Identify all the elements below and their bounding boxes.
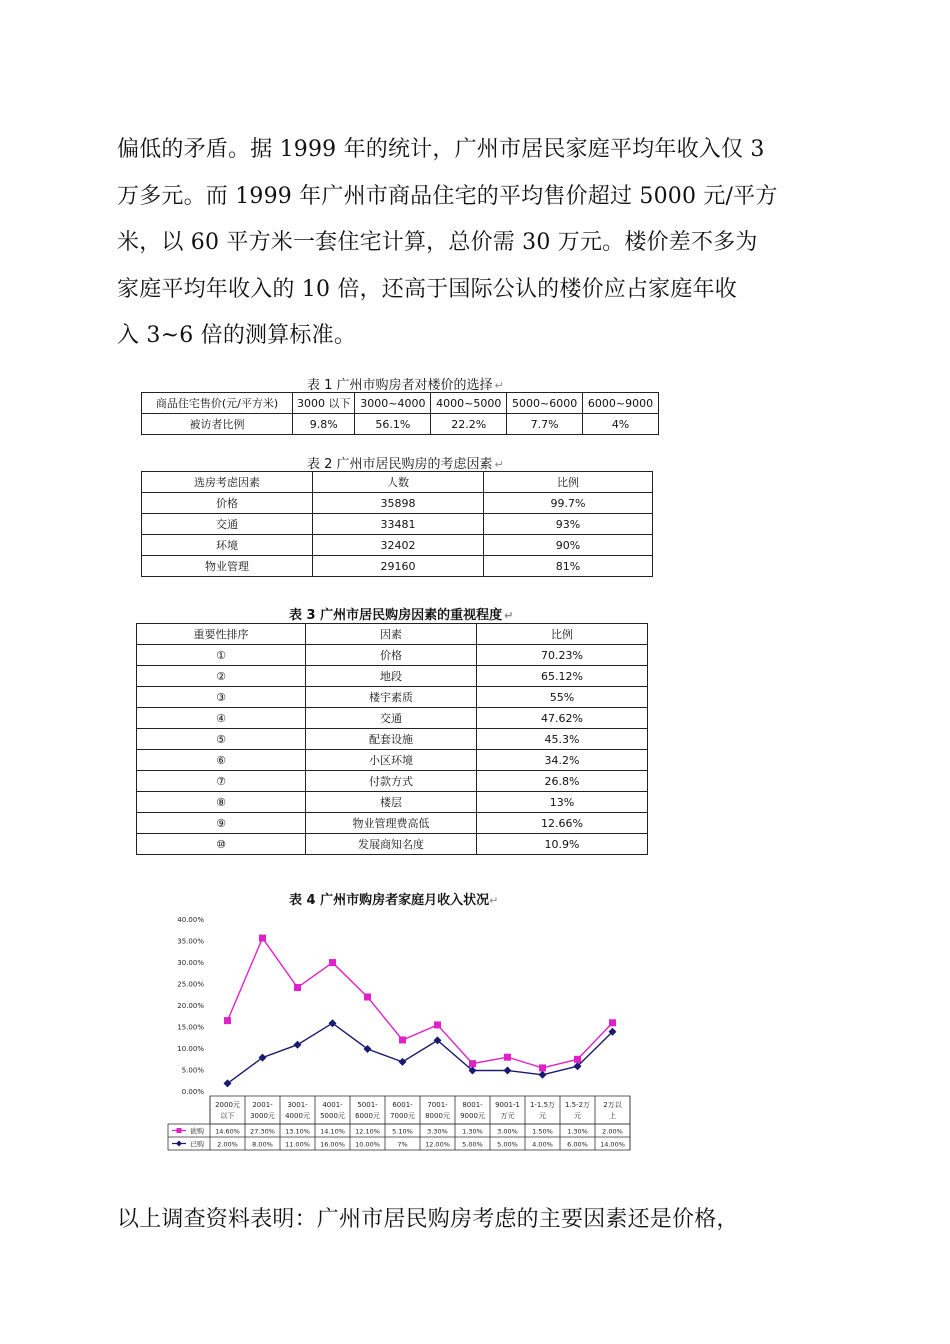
data-value-label: 7% (397, 1140, 408, 1149)
table-cell: 选房考虑因素 (142, 472, 313, 493)
data-value-label: 14.10% (320, 1127, 345, 1136)
data-point-diamond (399, 1058, 407, 1066)
data-point-square (469, 1060, 476, 1067)
table-cell: 比例 (484, 472, 653, 493)
table-row (142, 414, 659, 435)
table-cell: 9.8% (293, 414, 355, 435)
data-point-square (539, 1064, 546, 1071)
table-cell: 13% (477, 792, 648, 813)
x-category-label: 6001- (392, 1101, 413, 1109)
table-cell: 65.12% (477, 666, 648, 687)
x-category-label: 1-1.5万 (529, 1101, 556, 1109)
data-point-square (259, 935, 266, 942)
table-cell: ⑦ (137, 771, 306, 792)
table-cell: 93% (484, 514, 653, 535)
table-cell: 比例 (477, 624, 648, 645)
table-cell: ⑨ (137, 813, 306, 834)
table-cell: 70.23% (477, 645, 648, 666)
data-value-label: 6.00% (567, 1140, 588, 1149)
data-value-label: 1.30% (567, 1127, 588, 1136)
table-cell: 45.3% (477, 729, 648, 750)
text-line: 米，以 60 平方米一套住宅计算，总价需 30 万元。楼价差不多为 (117, 230, 758, 255)
data-point-diamond (294, 1041, 302, 1049)
body-paragraph-top (117, 127, 837, 360)
x-category-label: 6000元 (355, 1112, 380, 1120)
data-value-label: 2.00% (602, 1127, 623, 1136)
table-cell: 12.66% (477, 813, 648, 834)
table-row (137, 729, 648, 750)
table-row (137, 687, 648, 708)
data-value-label: 5.00% (462, 1140, 483, 1149)
data-value-label: 16.00% (320, 1140, 345, 1149)
return-mark-icon: ↵ (489, 894, 499, 907)
data-value-label: 12.10% (355, 1127, 380, 1136)
text-line: 入 3~6 倍的测算标准。 (117, 323, 357, 348)
table-row (137, 813, 648, 834)
x-category-label: 4001- (322, 1101, 343, 1109)
table-cell: 56.1% (355, 414, 431, 435)
data-value-label: 3.00% (497, 1127, 518, 1136)
table-cell: 4% (583, 414, 659, 435)
x-category-label: 2万以 (603, 1101, 622, 1109)
table-cell: 35898 (313, 493, 484, 514)
table-cell: 26.8% (477, 771, 648, 792)
x-category-label: 4000元 (285, 1112, 310, 1120)
y-tick-label: 30.00% (177, 959, 204, 967)
data-value-label: 11.00% (285, 1140, 310, 1149)
legend-label: 已购 (190, 1140, 204, 1149)
table-cell: 99.7% (484, 493, 653, 514)
table2-title: 表 2 广州市居民购房的考虑因素 ↵ (307, 457, 504, 472)
table-row (137, 834, 648, 855)
table-cell: 7.7% (507, 414, 583, 435)
table1-title: 表 1 广州市购房者对楼价的选择 ↵ (307, 378, 504, 393)
x-category-label: 5001- (357, 1101, 378, 1109)
table-cell: 90% (484, 535, 653, 556)
table-cell: 物业管理 (142, 556, 313, 577)
table-cell: ③ (137, 687, 306, 708)
table-cell: 6000~9000 (583, 393, 659, 414)
table-cell: 价格 (142, 493, 313, 514)
table-cell: 配套设施 (306, 729, 477, 750)
data-point-square (224, 1017, 231, 1024)
x-category-label: 7001- (427, 1101, 448, 1109)
x-category-label: 元 (574, 1112, 581, 1120)
table-cell: 4000~5000 (431, 393, 507, 414)
table-cell: 人数 (313, 472, 484, 493)
y-tick-label: 15.00% (177, 1023, 204, 1032)
income-line-chart (160, 912, 650, 1162)
x-category-label: 1.5-2万 (564, 1101, 591, 1109)
data-value-label: 12.00% (425, 1140, 450, 1149)
table1 (141, 392, 659, 435)
series-line-want-to-buy (228, 938, 613, 1068)
data-value-label: 3.30% (427, 1127, 448, 1136)
table-cell: 29160 (313, 556, 484, 577)
data-point-diamond (539, 1071, 547, 1079)
text-line: 偏低的矛盾。据 1999 年的统计，广州市居民家庭平均年收入仅 3 (117, 137, 765, 162)
x-category-label: 8000元 (425, 1112, 450, 1120)
data-value-label: 27.30% (250, 1127, 275, 1136)
data-value-label: 4.00% (532, 1140, 553, 1149)
y-tick-label: 40.00% (177, 916, 204, 924)
body-paragraph-bottom (117, 1197, 837, 1244)
table-cell: 交通 (142, 514, 313, 535)
table-cell: ⑥ (137, 750, 306, 771)
table-cell: ① (137, 645, 306, 666)
data-point-square (399, 1036, 406, 1043)
table3 (136, 623, 648, 855)
x-category-label: 元 (539, 1112, 546, 1120)
data-value-label: 14.60% (215, 1127, 240, 1136)
table3-title: 表 3 广州市居民购房因素的重视程度 ↵ (289, 608, 514, 623)
table-cell: 3000 以下 (293, 393, 355, 414)
x-category-label: 3000元 (250, 1112, 275, 1120)
x-category-label: 3001- (287, 1101, 308, 1109)
x-category-label: 8001- (462, 1101, 483, 1109)
data-value-label: 5.00% (497, 1140, 518, 1149)
data-point-square (434, 1021, 441, 1028)
table-cell: 楼宇素质 (306, 687, 477, 708)
data-value-label: 13.10% (285, 1127, 310, 1136)
data-point-square (609, 1019, 616, 1026)
data-value-label: 10.00% (355, 1140, 380, 1149)
table-cell: 小区环境 (306, 750, 477, 771)
table2 (141, 471, 653, 577)
x-category-label: 5000元 (320, 1112, 345, 1120)
table-cell: 3000~4000 (355, 393, 431, 414)
table-row (142, 535, 653, 556)
text-line: 万多元。而 1999 年广州市商品住宅的平均售价超过 5000 元/平方 (117, 183, 778, 209)
data-point-diamond (504, 1067, 512, 1075)
y-tick-label: 10.00% (177, 1045, 204, 1053)
table-cell: 付款方式 (306, 771, 477, 792)
data-point-square (294, 984, 301, 991)
x-category-label: 9001-1 (495, 1101, 520, 1109)
x-category-label: 以下 (220, 1112, 235, 1120)
data-value-label: 2.00% (217, 1140, 238, 1149)
table-row (137, 771, 648, 792)
table-cell: 55% (477, 687, 648, 708)
table-cell: 物业管理费高低 (306, 813, 477, 834)
table-cell: ⑩ (137, 834, 306, 855)
table-cell: 发展商知名度 (306, 834, 477, 855)
data-point-square (364, 993, 371, 1000)
table-row (137, 792, 648, 813)
table-row (142, 472, 653, 493)
data-point-square (504, 1054, 511, 1061)
table-row (137, 708, 648, 729)
table-cell: 因素 (306, 624, 477, 645)
table-row (137, 750, 648, 771)
x-category-label: 上 (609, 1112, 616, 1120)
table-cell: 楼层 (306, 792, 477, 813)
table-cell: 10.9% (477, 834, 648, 855)
table-cell: 5000~6000 (507, 393, 583, 414)
table-cell: 被访者比例 (142, 414, 293, 435)
table-cell: 价格 (306, 645, 477, 666)
table-cell: 32402 (313, 535, 484, 556)
table-row (142, 493, 653, 514)
table-row (142, 556, 653, 577)
table-row (137, 645, 648, 666)
table-cell: 交通 (306, 708, 477, 729)
data-value-label: 1.30% (462, 1127, 483, 1136)
data-value-label: 14.00% (600, 1140, 625, 1149)
text-line: 家庭平均年收入的 10 倍，还高于国际公认的楼价应占家庭年收 (117, 276, 737, 302)
table-cell: 22.2% (431, 414, 507, 435)
y-tick-label: 5.00% (181, 1066, 204, 1075)
table-cell: 33481 (313, 514, 484, 535)
table-row (137, 666, 648, 687)
table-row (142, 393, 659, 414)
table-cell: ⑧ (137, 792, 306, 813)
legend-marker-square (177, 1128, 182, 1133)
table-cell: 地段 (306, 666, 477, 687)
table-cell: 34.2% (477, 750, 648, 771)
return-mark-icon: ↵ (504, 609, 514, 622)
chart-title: 表 4 广州市购房者家庭月收入状况↵ (289, 893, 499, 908)
table-row (142, 514, 653, 535)
table-cell: ⑤ (137, 729, 306, 750)
data-point-square (574, 1056, 581, 1063)
table-cell: ④ (137, 708, 306, 729)
table-cell: 环境 (142, 535, 313, 556)
x-category-label: 7000元 (390, 1112, 415, 1120)
data-value-label: 8.00% (252, 1140, 273, 1149)
table-row (137, 624, 648, 645)
data-point-square (329, 959, 336, 966)
table-cell: 47.62% (477, 708, 648, 729)
x-category-label: 万元 (500, 1112, 515, 1120)
return-mark-icon: ↵ (494, 458, 504, 471)
table-cell: 81% (484, 556, 653, 577)
text-line: 以上调查资料表明：广州市居民购房考虑的主要因素还是价格， (117, 1207, 739, 1232)
data-value-label: 5.10% (392, 1127, 413, 1136)
table-cell: 商品住宅售价(元/平方米) (142, 393, 293, 414)
y-tick-label: 25.00% (177, 980, 204, 989)
x-category-label: 2001- (252, 1101, 273, 1109)
data-value-label: 1.50% (532, 1127, 553, 1136)
x-category-label: 9000元 (460, 1112, 485, 1120)
y-tick-label: 20.00% (177, 1002, 204, 1010)
return-mark-icon: ↵ (494, 379, 504, 392)
y-tick-label: 0.00% (181, 1088, 204, 1096)
table-cell: ② (137, 666, 306, 687)
legend-label: 欲购 (190, 1127, 204, 1136)
y-tick-label: 35.00% (177, 937, 204, 946)
legend-marker-diamond (176, 1141, 182, 1147)
table-cell: 重要性排序 (137, 624, 306, 645)
x-category-label: 2000元 (215, 1101, 240, 1109)
